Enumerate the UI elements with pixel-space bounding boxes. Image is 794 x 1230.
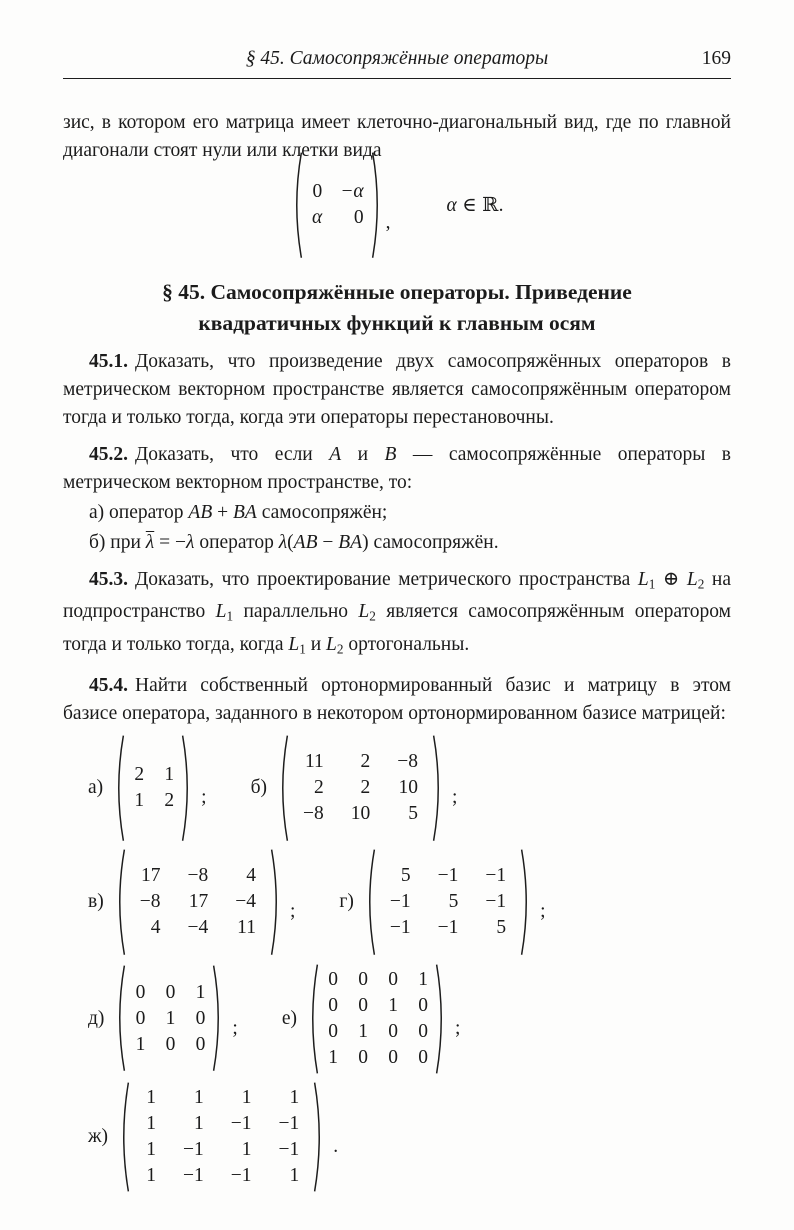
matrix-row-2: [63, 848, 731, 956]
matrix-cell: 10: [398, 777, 418, 799]
matrix-paren-left: [112, 734, 125, 842]
text-segment: является самосопряжённым оператором тогда и только тогда, когда: [63, 601, 731, 655]
matrix-cell: −8: [397, 751, 418, 773]
text-segment: (: [287, 532, 294, 553]
matrix-suffix: ;: [452, 787, 458, 809]
text-segment: L: [637, 569, 649, 590]
matrix-cell: 1: [418, 968, 428, 990]
matrix-paren-right: [270, 848, 283, 956]
text-segment: 2: [336, 640, 344, 656]
matrix-paren-left: [290, 151, 303, 259]
matrix-cell: 0: [135, 1007, 146, 1029]
matrix-cell: 0: [418, 1046, 428, 1068]
text-segment: б) при: [89, 532, 146, 553]
matrix-cell: 0: [135, 981, 146, 1003]
text-segment: 2: [369, 608, 376, 624]
matrix-cell: 1: [289, 1086, 300, 1108]
matrix-cell: 1: [388, 994, 398, 1016]
matrix-cell: −1: [182, 1164, 204, 1186]
matrix-paren-left: [276, 734, 289, 842]
text-segment: а) оператор: [89, 502, 189, 523]
alpha-block-matrix: [290, 151, 383, 259]
text-segment: 2: [697, 576, 705, 592]
matrix-cell: 0: [328, 1020, 338, 1042]
matrix-item-b: [251, 734, 458, 842]
matrix-cell: 1: [164, 764, 175, 786]
matrix-g: [363, 848, 533, 956]
matrix-label: д): [88, 1007, 105, 1029]
matrix-cell: 0: [165, 1033, 176, 1055]
problem-45-2-item-a: [63, 499, 731, 527]
matrix-paren-left: [113, 848, 126, 956]
matrix-label: ж): [88, 1125, 108, 1147]
matrix-cell: −8: [303, 803, 324, 825]
matrix-cell: 1: [241, 1138, 252, 1160]
problem-45-3: [63, 566, 731, 663]
problem-45-2: [63, 441, 731, 497]
matrix-cell: −1: [485, 891, 507, 913]
matrix-cell: 11: [304, 751, 324, 773]
matrix-cell: 1: [241, 1086, 252, 1108]
problem-body: [63, 675, 731, 724]
matrix-cell: 17: [140, 865, 161, 887]
matrix-item-v: [88, 848, 295, 956]
matrix-paren-left: [363, 848, 376, 956]
matrix-cell: 5: [400, 865, 411, 887]
matrix-paren-right: [181, 734, 194, 842]
running-head: [63, 0, 731, 79]
matrix-b: [276, 734, 445, 842]
matrix-cell: α: [311, 207, 323, 228]
matrix-list: [63, 734, 731, 1193]
matrix-e: [306, 963, 448, 1075]
matrix-cell: 1: [328, 1046, 338, 1068]
matrix-grid: [130, 1081, 313, 1193]
matrix-cell: 1: [195, 981, 206, 1003]
matrix-cell: 10: [350, 803, 371, 825]
text-segment: и: [341, 444, 385, 465]
matrix-cell: −1: [389, 917, 411, 939]
matrix-grid: [126, 964, 212, 1072]
matrix-cell: 0: [358, 1046, 368, 1068]
matrix-paren-right: [212, 964, 225, 1072]
matrix-cell: −1: [437, 865, 459, 887]
text-segment: B: [384, 444, 397, 465]
matrix-paren-right: [371, 151, 384, 259]
matrix-cell: 0: [418, 994, 428, 1016]
problem-body: [63, 444, 731, 493]
matrix-paren-right: [313, 1081, 326, 1193]
matrix-cell: 1: [193, 1112, 204, 1134]
text-segment: BA: [338, 532, 363, 553]
matrix-cell: 0: [388, 1020, 398, 1042]
page-number: 169: [701, 48, 731, 69]
text-segment: L: [358, 601, 370, 623]
text-segment: и: [305, 633, 327, 655]
matrix-suffix: ;: [540, 901, 546, 923]
matrix-item-zh: [88, 1081, 338, 1193]
matrix-cell: 2: [314, 777, 324, 799]
text-segment: BA: [232, 502, 257, 523]
problem-body: [63, 569, 731, 655]
matrix-grid: [126, 848, 270, 956]
text-segment: L: [215, 601, 227, 623]
matrix-suffix: ;: [289, 901, 296, 923]
matrix-suffix: ;: [232, 1017, 238, 1039]
matrix-grid: [319, 963, 435, 1075]
matrix-cell: 4: [150, 917, 161, 939]
matrix-cell: −1: [278, 1138, 300, 1160]
problem-number: 45.4.: [89, 674, 128, 696]
matrix-zh: [117, 1081, 326, 1193]
text-segment: α: [446, 195, 458, 216]
matrix-cell: 5: [496, 917, 507, 939]
matrix-cell: 1: [146, 1112, 156, 1134]
text-segment: −: [317, 532, 339, 553]
header-rule: [63, 78, 731, 79]
matrix-cell: −8: [187, 865, 209, 887]
text-segment: L: [288, 633, 300, 655]
matrix-cell: 0: [353, 207, 364, 228]
text-segment: зис, в котором его матрица имеет клеточно-диагональный вид, где по главной диагонали стоят нули или клетки вида: [63, 112, 731, 161]
matrix-row-4: [63, 1081, 731, 1193]
matrix-paren-right: [435, 963, 448, 1075]
matrix-paren-left: [113, 964, 126, 1072]
text-segment: AB: [188, 502, 213, 523]
matrix-v: [113, 848, 283, 956]
matrix-cell: 0: [388, 968, 398, 990]
problem-number: 45.1.: [89, 351, 128, 372]
matrix-grid: [303, 151, 370, 259]
matrix-cell: −1: [230, 1164, 252, 1186]
display-formula: [63, 173, 731, 237]
matrix-paren-left: [117, 1081, 130, 1193]
matrix-suffix: ;: [455, 1017, 461, 1039]
matrix-cell: 1: [135, 1033, 146, 1055]
matrix-cell: 1: [146, 1086, 156, 1108]
matrix-cell: 0: [328, 994, 338, 1016]
text-segment: ∈ ℝ.: [457, 195, 504, 216]
matrix-cell: −4: [235, 891, 256, 913]
matrix-cell: −1: [278, 1112, 300, 1134]
running-head-title: § 45. Самосопряжённые операторы: [245, 48, 549, 69]
text-segment: λ: [186, 532, 195, 553]
matrix-cell: 4: [246, 865, 256, 887]
matrix-item-d: [88, 964, 238, 1072]
text-segment: — самосопряжённые операторы в метрическом векторном пространстве, то:: [63, 444, 731, 493]
matrix-cell: 1: [146, 1138, 156, 1160]
matrix-cell: 1: [165, 1007, 176, 1029]
formula-matrix-group: [290, 151, 390, 259]
matrix-a: [112, 734, 194, 842]
matrix-cell: −1: [437, 917, 459, 939]
matrix-cell: −1: [485, 865, 507, 887]
matrix-cell: 5: [448, 891, 459, 913]
matrix-cell: 1: [146, 1164, 156, 1186]
matrix-cell: 2: [360, 751, 371, 773]
matrix-grid: [125, 734, 181, 842]
matrix-suffix: ;: [201, 787, 207, 809]
matrix-cell: 0: [195, 1007, 206, 1029]
matrix-cell: 2: [164, 790, 175, 812]
text-segment: Доказать, что проектирование метрического пространства: [135, 569, 638, 590]
matrix-cell: 0: [358, 968, 368, 990]
matrix-cell: 5: [408, 803, 418, 825]
section-heading-line-1: § 45. Самосопряжённые операторы. Приведение: [162, 280, 632, 304]
matrix-item-a: [88, 734, 207, 842]
matrix-cell: 1: [193, 1086, 204, 1108]
matrix-label: б): [250, 777, 267, 799]
text-segment: AB: [293, 532, 318, 553]
matrix-grid: [376, 848, 520, 956]
text-segment: Доказать, что если: [135, 444, 330, 465]
text-segment: = −: [154, 532, 186, 553]
matrix-grid: [289, 734, 432, 842]
matrix-cell: −4: [187, 917, 209, 939]
matrix-cell: 0: [388, 1046, 398, 1068]
matrix-suffix: .: [333, 1135, 339, 1157]
formula-condition: [446, 193, 503, 217]
text-segment: параллельно: [233, 601, 359, 623]
text-segment: L: [686, 569, 698, 590]
matrix-cell: 1: [358, 1020, 368, 1042]
matrix-cell: 17: [188, 891, 209, 913]
matrix-cell: 2: [360, 777, 371, 799]
text-segment: 1: [648, 576, 656, 592]
problem-45-4: [63, 672, 731, 728]
intro-paragraph: [63, 109, 731, 165]
text-segment: Доказать, что произведение двух самосопряжённых операторов в метрическом векторном пространстве является самосопряжённым оператором тогда и только тогда, когда эти операторы перестановочны.: [63, 351, 731, 428]
running-head-row: [63, 48, 731, 74]
matrix-label: г): [339, 891, 354, 913]
matrix-cell: −1: [230, 1112, 252, 1134]
text-segment: оператор: [194, 532, 279, 553]
matrix-cell: 1: [289, 1164, 300, 1186]
matrix-cell: 11: [237, 917, 256, 939]
matrix-item-e: [282, 963, 461, 1075]
text-segment: A: [329, 444, 342, 465]
matrix-d: [113, 964, 225, 1072]
matrix-cell: 0: [418, 1020, 428, 1042]
matrix-paren-left: [306, 963, 319, 1075]
matrix-item-g: [339, 848, 545, 956]
matrix-label: а): [88, 777, 104, 799]
matrix-cell: 2: [134, 764, 145, 786]
matrix-paren-right: [432, 734, 445, 842]
matrix-cell: −8: [139, 891, 161, 913]
section-heading: [63, 277, 731, 339]
matrix-cell: 0: [358, 994, 368, 1016]
matrix-cell: 0: [165, 981, 176, 1003]
matrix-cell: −α: [340, 181, 364, 202]
text-segment: ⊕: [655, 569, 687, 590]
matrix-row-1: [63, 734, 731, 842]
text-segment: ) самосопряжён.: [362, 532, 499, 553]
matrix-cell: −1: [182, 1138, 204, 1160]
matrix-cell: 0: [195, 1033, 206, 1055]
text-segment: +: [212, 502, 233, 523]
text-segment: Найти собственный ортонормированный базис и матрицу в этом базисе оператора, заданного в некотором ортонормированном базисе матрицей:: [63, 674, 731, 724]
matrix-paren-right: [520, 848, 533, 956]
text-segment: самосопряжён;: [256, 502, 388, 523]
problem-45-2-item-b: [63, 529, 731, 557]
formula-comma: ,: [385, 212, 391, 233]
matrix-cell: 0: [328, 968, 338, 990]
problem-45-1: [63, 348, 731, 432]
text-segment: L: [326, 633, 337, 655]
problem-number: 45.3.: [89, 569, 128, 590]
matrix-label: е): [281, 1007, 297, 1029]
section-heading-line-2: квадратичных функций к главным осям: [198, 311, 596, 335]
text-segment: 1: [299, 640, 306, 656]
matrix-cell: 1: [134, 790, 145, 812]
matrix-cell: −1: [389, 891, 411, 913]
problem-body: [63, 351, 731, 428]
text-segment: λ: [278, 532, 288, 553]
text-segment: ортогональны.: [343, 633, 470, 655]
problem-number: 45.2.: [89, 444, 128, 465]
matrix-row-3: [63, 963, 731, 1075]
text-segment: 1: [226, 608, 234, 624]
text-segment: $\overline{\lambda}$: [145, 532, 155, 553]
text-segment: на подпространство: [63, 569, 732, 623]
matrix-cell: 0: [312, 181, 323, 202]
matrix-label: в): [88, 891, 104, 913]
